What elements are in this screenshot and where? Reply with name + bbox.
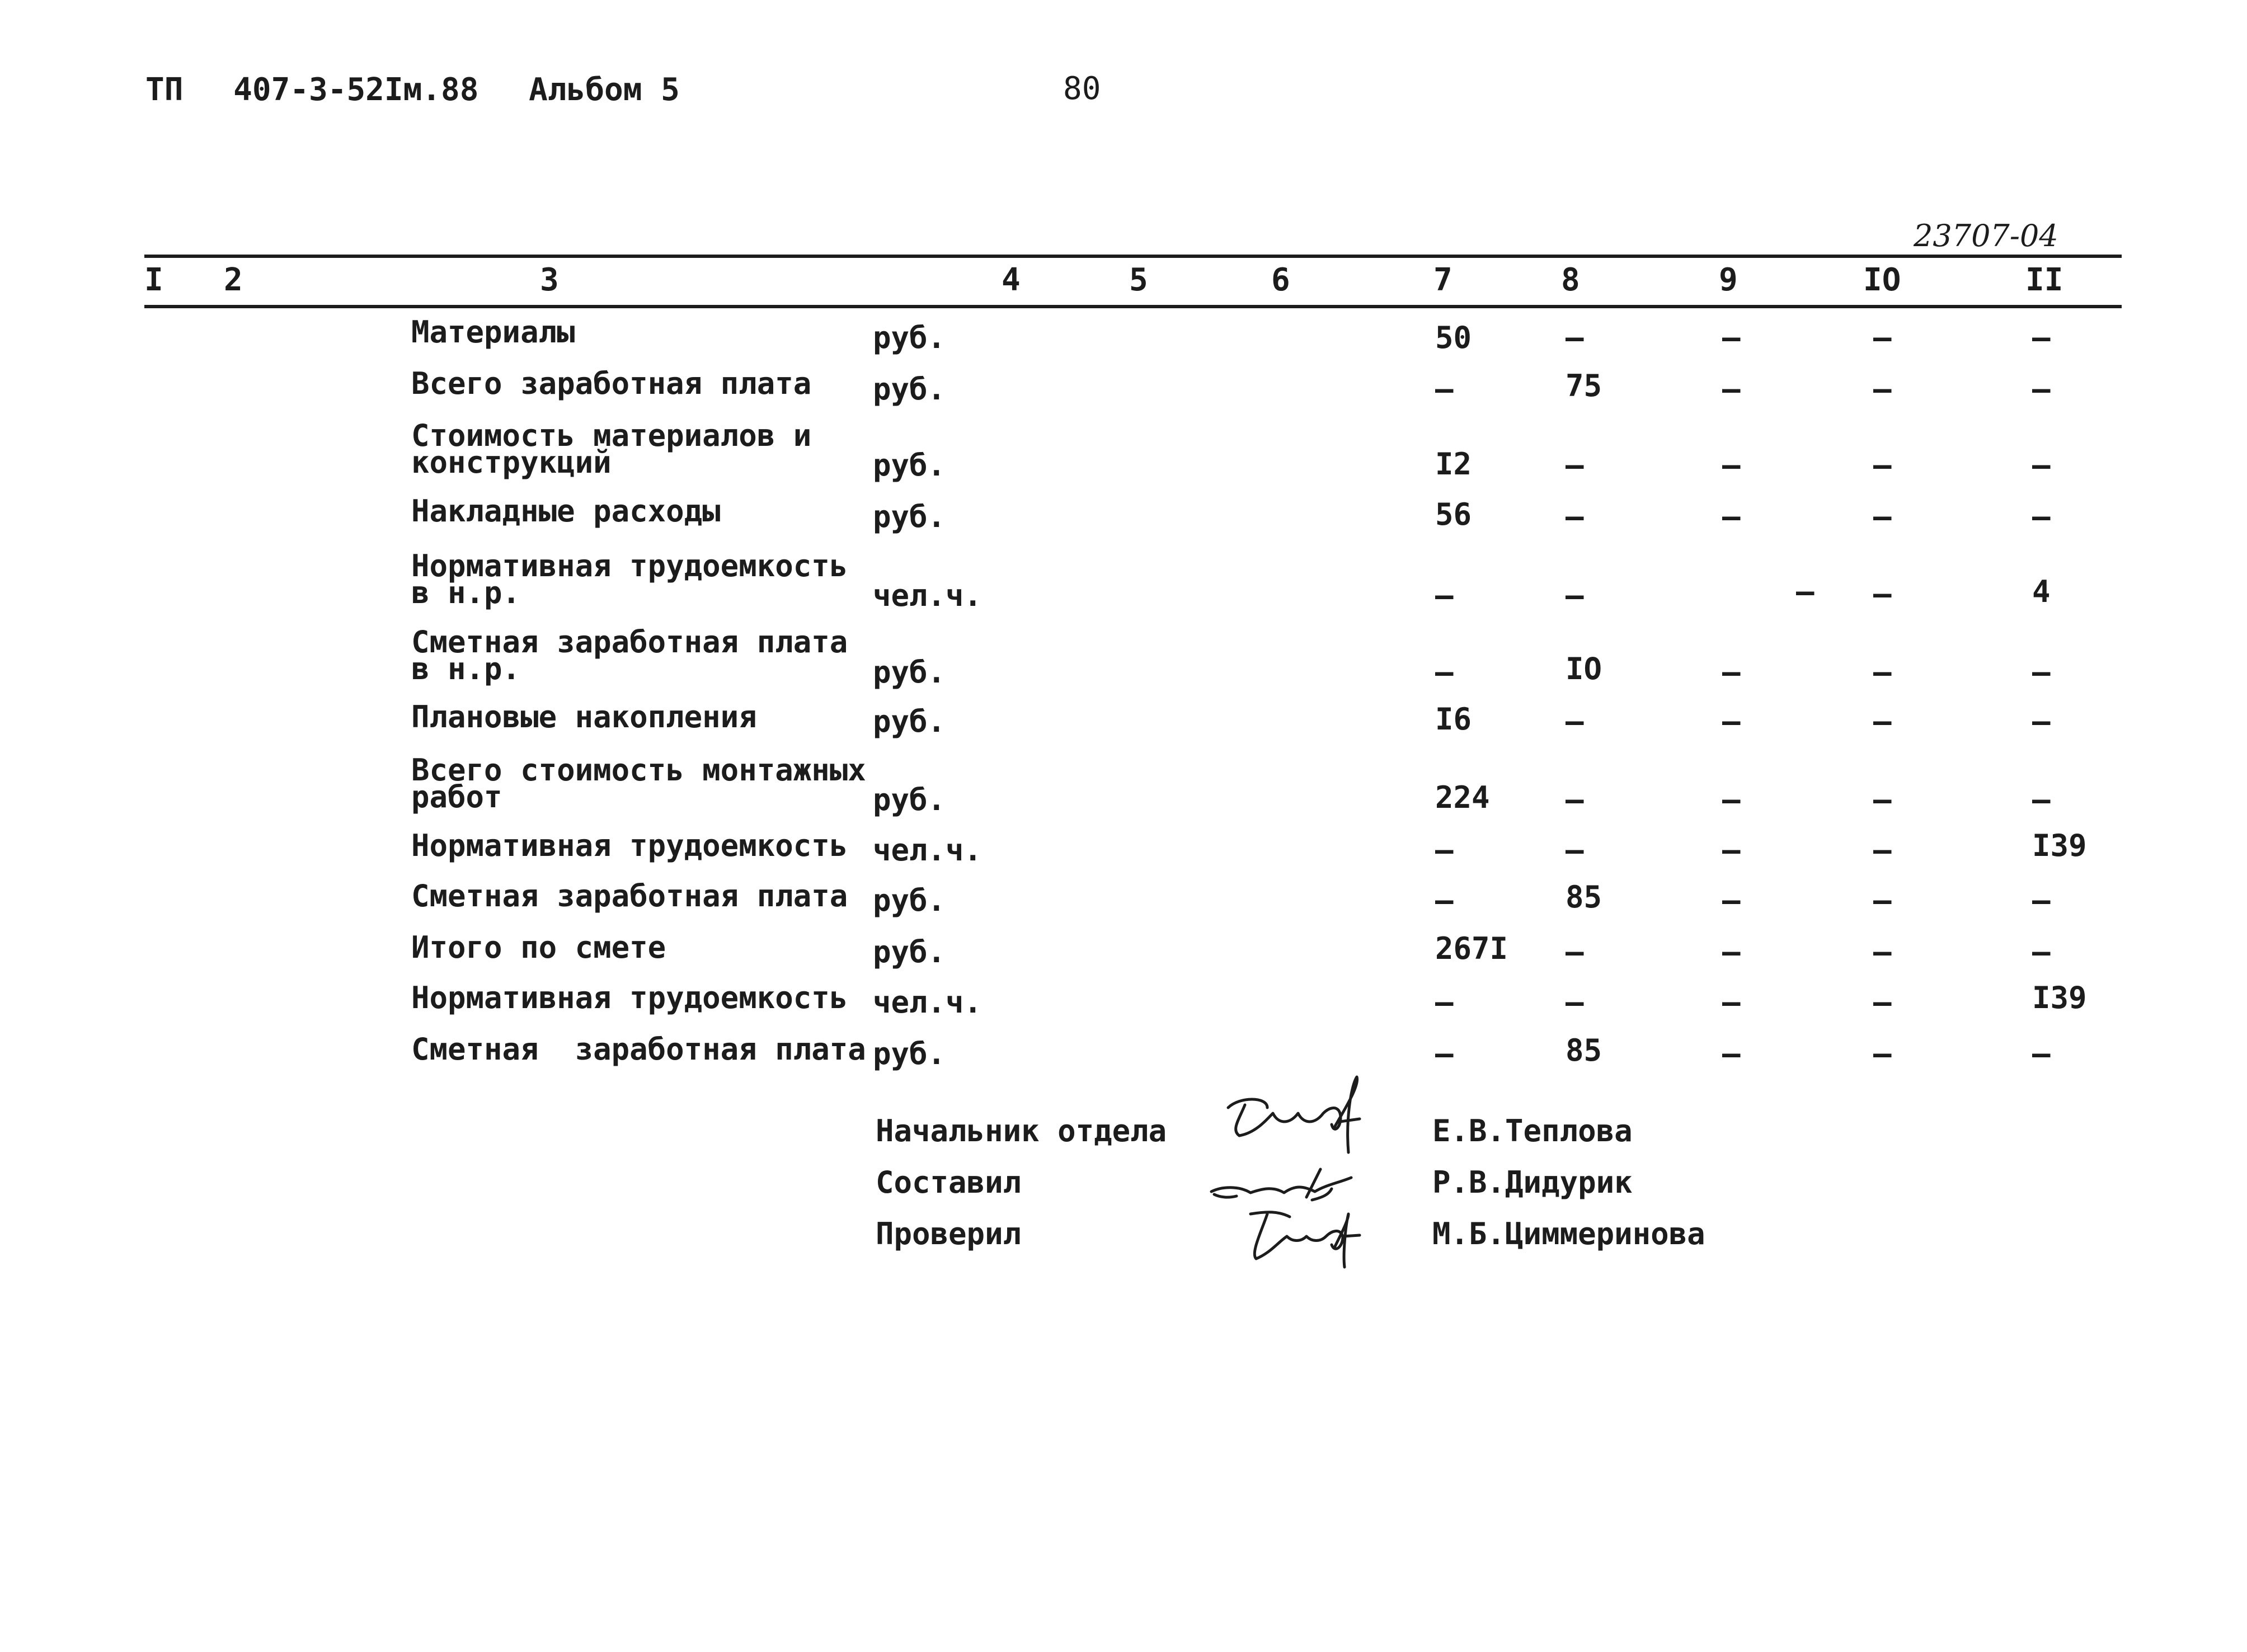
cell-col10: – [1873,883,1892,918]
cell-col11: I39 [2032,980,2087,1015]
doc-number: 407-3-52Iм.88 [233,72,479,108]
cell-col9: – [1722,371,1741,407]
cell-col10: – [1873,782,1892,817]
doc-code: ТП [145,72,184,108]
cell-col8: – [1566,499,1584,534]
handwritten-signatures [1206,1074,1452,1276]
cell-col8: 85 [1566,1033,1602,1068]
cell-col8: – [1566,934,1584,969]
column-header: 9 [1719,262,1738,298]
row-unit: руб. [873,704,946,739]
album-label: Альбом 5 [529,72,680,108]
row-unit: руб. [873,1036,946,1071]
cell-col7: 50 [1435,320,1472,355]
cell-col11: – [2032,655,2051,690]
row-label: Накладные расходы [411,493,721,529]
cell-col10: – [1873,704,1892,739]
row-unit: руб. [873,320,946,355]
cell-col10: – [1873,320,1892,355]
column-header: 4 [1002,262,1021,298]
column-header: 3 [540,262,559,298]
cell-col11: – [2032,704,2051,739]
cell-col11: – [2032,371,2051,407]
row-unit: чел.ч. [873,985,983,1020]
cell-col11: – [2032,782,2051,817]
row-label: Материалы [411,314,575,350]
cell-col10: – [1873,934,1892,969]
cell-col9: – [1722,782,1741,817]
row-label: Всего стоимость монтажных работ [411,752,866,815]
cell-col10: – [1873,371,1892,407]
column-header: 2 [224,262,243,298]
cell-col7: – [1435,578,1454,613]
cell-col9: – [1722,499,1741,534]
row-label: Стоимость материалов и конструкций [411,418,812,480]
cell-col10: – [1873,1036,1892,1071]
cell-col8: – [1566,832,1584,868]
signature-name: М.Б.Циммеринова [1432,1216,1705,1251]
column-header: IO [1863,262,1901,298]
row-unit: руб. [873,883,946,918]
row-unit: руб. [873,448,946,483]
cell-col7: 267I [1435,931,1508,966]
cell-col7: – [1435,1036,1454,1071]
cell-col9: – [1722,704,1741,739]
cell-col8: – [1566,985,1584,1020]
cell-col9: – [1722,655,1741,690]
row-label: Всего заработная плата [411,366,812,401]
cell-col7: 56 [1435,497,1472,532]
cell-col10: – [1873,576,1892,611]
column-header: I [144,262,163,298]
cell-col8: IO [1566,651,1602,686]
cell-col9: – [1722,934,1741,969]
reference-number: 23707-04 [1914,218,2058,253]
cell-col11: – [2032,448,2051,483]
cell-col8: 75 [1566,368,1602,403]
signature-name: Р.В.Дидурик [1432,1165,1633,1200]
cell-col7: I2 [1435,446,1472,482]
column-header: II [2025,262,2063,298]
cell-col7: I6 [1435,702,1472,737]
cell-col8: – [1566,704,1584,739]
row-label: Нормативная трудоемкость [411,980,848,1015]
row-unit: чел.ч. [873,832,983,868]
cell-col8: 85 [1566,879,1602,915]
cell-col7: – [1435,985,1454,1020]
column-header: 6 [1271,262,1290,298]
row-unit: чел.ч. [873,578,983,613]
cell-col8: – [1566,782,1584,817]
cell-col10: – [1873,655,1892,690]
column-header: 5 [1129,262,1148,298]
cell-col11: 4 [2032,574,2051,609]
row-unit: руб. [873,655,946,690]
column-header: 8 [1561,262,1580,298]
row-unit: руб. [873,934,946,969]
row-unit: руб. [873,782,946,817]
column-header: 7 [1433,262,1452,298]
cell-col8: – [1566,448,1584,483]
cell-col7: 224 [1435,780,1490,815]
row-label: Сметная заработная плата в н.р. [411,624,848,686]
cell-col9: – [1722,985,1741,1020]
page-number: 80 [1063,70,1101,107]
cell-col11: – [2032,883,2051,918]
signature-role: Начальник отдела [876,1113,1167,1149]
cell-col9: – [1722,883,1741,918]
row-unit: руб. [873,499,946,534]
cell-col9: – [1722,1036,1741,1071]
cell-col7: – [1435,371,1454,407]
cell-col9: – [1722,832,1741,868]
row-label: Нормативная трудоемкость [411,828,848,863]
cell-col9: – [1796,574,1814,609]
row-unit: руб. [873,371,946,407]
row-label: Нормативная трудоемкость в н.р. [411,548,848,610]
row-label: Итого по смете [411,930,666,965]
cell-col11: – [2032,320,2051,355]
cell-col10: – [1873,832,1892,868]
cell-col10: – [1873,499,1892,534]
cell-col11: – [2032,934,2051,969]
cell-col8: – [1566,578,1584,613]
cell-col11: – [2032,499,2051,534]
row-label: Плановые накопления [411,699,757,735]
row-label: Сметная заработная плата [411,878,848,914]
cell-col8: – [1566,320,1584,355]
cell-col9: – [1722,448,1741,483]
cell-col7: – [1435,883,1454,918]
signature-role: Проверил [876,1216,1022,1251]
row-label: Сметная заработная плата [411,1032,866,1067]
signature-role: Составил [876,1165,1022,1200]
cell-col11: – [2032,1036,2051,1071]
cell-col9: – [1722,320,1741,355]
cell-col11: I39 [2032,828,2087,863]
signature-name: Е.В.Теплова [1432,1113,1633,1149]
cell-col7: – [1435,832,1454,868]
cell-col10: – [1873,985,1892,1020]
cell-col10: – [1873,448,1892,483]
cell-col7: – [1435,655,1454,690]
